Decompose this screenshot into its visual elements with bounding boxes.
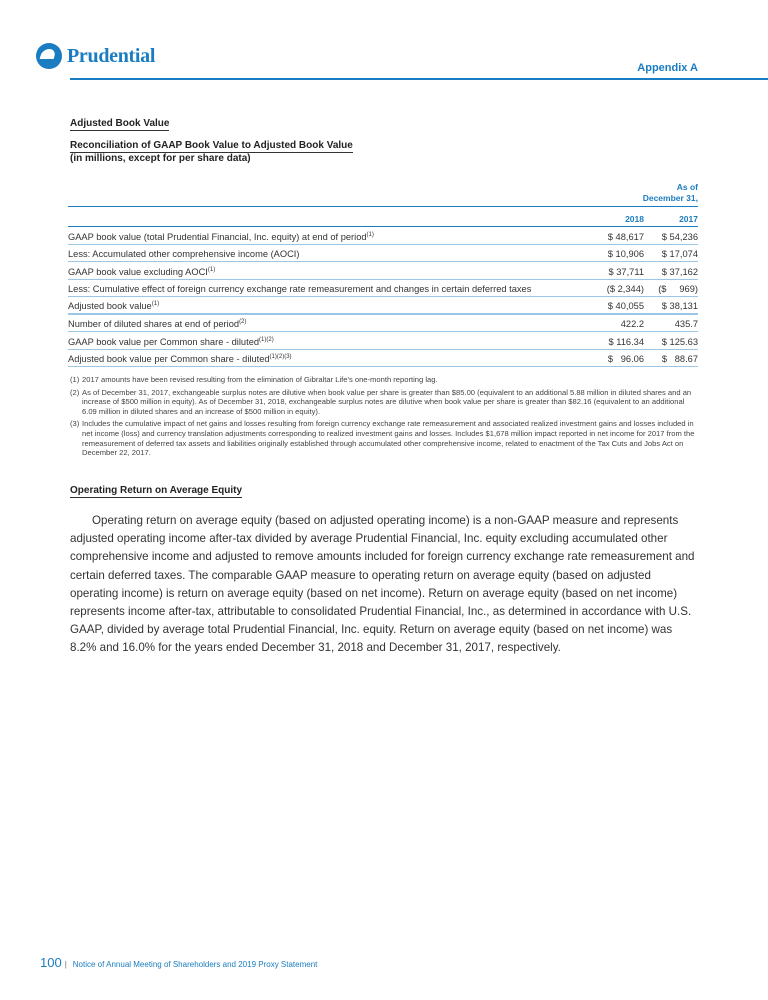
table-row bbox=[68, 279, 698, 297]
footnote-number: (3) bbox=[70, 419, 80, 429]
footnote-ref: (1)(2)(3) bbox=[269, 354, 292, 360]
value-2017: $ 37,162 bbox=[644, 262, 698, 280]
footnote-ref: (1) bbox=[207, 266, 216, 273]
footnotes bbox=[70, 375, 700, 461]
table-row bbox=[68, 332, 698, 350]
reconciliation-table bbox=[68, 182, 698, 367]
footnote-number: (1) bbox=[70, 375, 80, 384]
year-2017: 2017 bbox=[644, 207, 698, 227]
footnote-text: Includes the cumulative impact of net gains and losses resulting from foreign currency exchange rate remeasurement and associated realized investment gains and losses included in net income (loss) and currency translation adjustments corresponding to realized investment gains and losses. Includes $1,678 million impact reported in net income for 2017 from the remeasurement of deferred tax assets and liabilities originally established through accumulated other comprehensive income, related to enactment of the Tax Cuts and Jobs Act on December 22, 2017. bbox=[82, 419, 695, 458]
footnote-ref: (1)(2) bbox=[259, 336, 274, 343]
row-label-text: GAAP book value excluding AOCI bbox=[68, 266, 208, 277]
table-subtitle: (in millions, except for per share data) bbox=[70, 153, 251, 164]
value-2017: $ 125.63 bbox=[644, 332, 698, 350]
footnote-number: (2) bbox=[70, 387, 80, 397]
row-label-text: Number of diluted shares at end of period bbox=[68, 319, 240, 329]
as-of-label: As of bbox=[676, 182, 698, 192]
table-row bbox=[68, 297, 698, 315]
footnote-ref: (1) bbox=[151, 301, 160, 307]
row-label-text: Less: Accumulated other comprehensive income (AOCI) bbox=[68, 249, 300, 259]
row-label-text: Adjusted book value bbox=[68, 301, 152, 311]
section-title-operating-return: Operating Return on Average Equity bbox=[70, 485, 243, 496]
row-label bbox=[68, 279, 589, 297]
value-2018: ($ 2,344) bbox=[589, 279, 644, 297]
value-2018: 422.2 bbox=[589, 314, 644, 332]
value-2018: $ 10,906 bbox=[589, 244, 644, 262]
brand-name: Prudential bbox=[67, 44, 156, 67]
row-label bbox=[68, 227, 589, 245]
footnote-text: 2017 amounts have been revised resulting from the elimination of Gibraltar Life's one-month reporting lag. bbox=[82, 375, 438, 384]
value-2017: 435.7 bbox=[644, 314, 698, 332]
value-2018: $ 48,617 bbox=[589, 227, 644, 245]
rock-logo-icon bbox=[36, 43, 62, 69]
page-footer bbox=[40, 955, 317, 970]
as-of-header bbox=[589, 182, 698, 207]
body-paragraph: Operating return on average equity (based on adjusted operating income) is a non-GAAP measure and represents adjusted operating income after-tax divided by average Prudential Financial, Inc. equity excluding accumulated other comprehensive income and adjusted to remove amounts included for foreign currency exchange rate remeasurement and certain deferred taxes. The comparable GAAP measure to operating return on average equity (based on adjusted operating income) is return on average equity (based on net income). Return on average equity (based on net income) represents income after-tax, attributable to consolidated Prudential Financial, Inc., as determined in accordance with U.S. GAAP, divided by average total Prudential Financial, Inc. equity. Return on average equity (based on net income) was 8.2% and 16.0% for the years ended December 31, 2018 and December 31, 2017, respectively. bbox=[70, 514, 695, 655]
footnote bbox=[70, 375, 700, 385]
value-2017: $ 17,074 bbox=[644, 244, 698, 262]
value-2017: $ 54,236 bbox=[644, 227, 698, 245]
as-of-date: December 31, bbox=[642, 193, 698, 203]
value-2018: $ 116.34 bbox=[589, 332, 644, 350]
value-2018: $ 96.06 bbox=[589, 349, 644, 367]
table-row bbox=[68, 244, 698, 262]
table-row bbox=[68, 227, 698, 245]
row-label-text: Adjusted book value per Common share - diluted bbox=[68, 354, 270, 364]
header-divider bbox=[70, 78, 768, 80]
footnote-ref: (1) bbox=[366, 231, 374, 238]
table-row bbox=[68, 349, 698, 367]
footer-text: Notice of Annual Meeting of Shareholders and 2019 Proxy Statement bbox=[72, 960, 318, 969]
footnote-text: As of December 31, 2017, exchangeable surplus notes are dilutive when book value per share is greater than $85.00 (equivalent to an additional 5.88 million in diluted shares and an increase of $500 million in equity). As of December 31, 2018, exchangeable surplus notes are dilutive when book value per share is greater than $82.16 (equivalent to an additional 6.09 million in diluted shares and an increase of $500 million in equity). bbox=[82, 387, 692, 416]
section-title-adjusted-book-value: Adjusted Book Value bbox=[70, 118, 170, 129]
year-2018: 2018 bbox=[589, 207, 644, 227]
table-row bbox=[68, 262, 698, 280]
value-2018: $ 37,711 bbox=[589, 262, 644, 280]
footer-separator: | bbox=[64, 960, 67, 969]
value-2017: $ 88.67 bbox=[644, 349, 698, 367]
section-label: Appendix A bbox=[637, 62, 698, 74]
footnote-ref: (2) bbox=[239, 319, 247, 325]
row-label bbox=[68, 349, 589, 367]
row-label bbox=[68, 244, 589, 262]
table-row bbox=[68, 314, 698, 332]
row-label bbox=[68, 262, 589, 280]
row-label bbox=[68, 297, 589, 315]
row-label bbox=[68, 332, 589, 350]
row-label-text: GAAP book value (total Prudential Financial, Inc. equity) at end of period bbox=[68, 231, 367, 242]
footnote bbox=[70, 419, 700, 457]
value-2017: $ 38,131 bbox=[644, 297, 698, 315]
row-label-text: Less: Cumulative effect of foreign currency exchange rate remeasurement and changes in certain deferred taxes bbox=[68, 284, 532, 294]
value-2018: $ 40,055 bbox=[589, 297, 644, 315]
value-2017: ($ 969) bbox=[644, 279, 698, 297]
page-number: 100 bbox=[40, 955, 62, 970]
row-label-text: GAAP book value per Common share - diluted bbox=[68, 336, 260, 347]
prudential-logo bbox=[36, 43, 155, 69]
row-label bbox=[68, 314, 589, 332]
footnote bbox=[70, 388, 700, 417]
table-title: Reconciliation of GAAP Book Value to Adjusted Book Value bbox=[70, 140, 353, 151]
